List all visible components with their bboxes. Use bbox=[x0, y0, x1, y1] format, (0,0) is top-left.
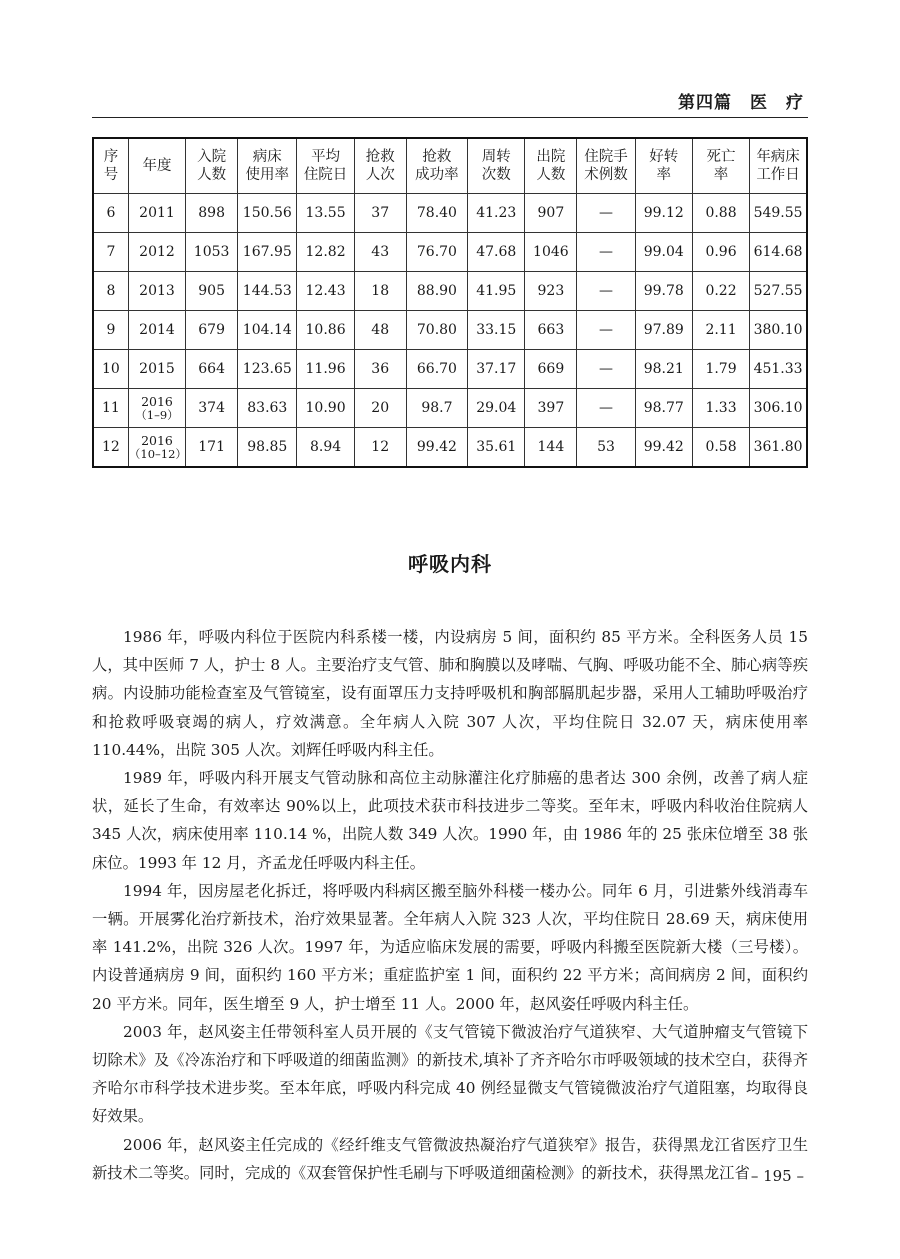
table-cell: 1046 bbox=[525, 233, 577, 272]
table-cell: 905 bbox=[186, 272, 238, 311]
table-cell: 88.90 bbox=[406, 272, 467, 311]
table-cell: 98.85 bbox=[238, 428, 297, 468]
table-cell: 898 bbox=[186, 194, 238, 233]
table-cell: 6 bbox=[93, 194, 128, 233]
table-cell: 167.95 bbox=[238, 233, 297, 272]
table-cell: 66.70 bbox=[406, 350, 467, 389]
table-cell: 907 bbox=[525, 194, 577, 233]
table-cell: 99.12 bbox=[635, 194, 692, 233]
table-cell: 2015 bbox=[128, 350, 185, 389]
running-head bbox=[678, 88, 804, 113]
col-header: 周转 次数 bbox=[468, 138, 525, 194]
table-row bbox=[93, 233, 807, 272]
col-header: 序 号 bbox=[93, 138, 128, 194]
table-cell: 36 bbox=[354, 350, 406, 389]
table-cell: — bbox=[577, 311, 635, 350]
col-header: 出院 人数 bbox=[525, 138, 577, 194]
table-cell: — bbox=[577, 350, 635, 389]
table-cell: 97.89 bbox=[635, 311, 692, 350]
table-cell: 35.61 bbox=[468, 428, 525, 468]
col-header: 年病床 工作日 bbox=[750, 138, 807, 194]
table-cell: 8.94 bbox=[297, 428, 354, 468]
table-cell: 12 bbox=[93, 428, 128, 468]
table-cell: 923 bbox=[525, 272, 577, 311]
col-header: 住院手 术例数 bbox=[577, 138, 635, 194]
table-cell: 20 bbox=[354, 389, 406, 428]
table-cell: 7 bbox=[93, 233, 128, 272]
table-cell: 12.82 bbox=[297, 233, 354, 272]
table-cell: 78.40 bbox=[406, 194, 467, 233]
col-header: 好转 率 bbox=[635, 138, 692, 194]
table-cell: 2014 bbox=[128, 311, 185, 350]
table-cell: 679 bbox=[186, 311, 238, 350]
table-cell: 10.90 bbox=[297, 389, 354, 428]
table-cell: 41.95 bbox=[468, 272, 525, 311]
paragraph: 1986 年，呼吸内科位于医院内科系楼一楼，内设病房 5 间，面积约 85 平方米。全科医务人员 15 人，其中医师 7 人，护士 8 人。主要治疗支气管、肺和胸膜以及哮喘、气胸、呼吸功能不全、肺心病等疾病。内设肺功能检查室及气管镜室，设有面罩压力支持呼吸机和胸部膈肌起步器，采用人工辅助呼吸治疗和抢救呼吸衰竭的病人，疗效满意。全年病人入院 307 人次，平均住院日 32.07 天，病床使用率 110.44%，出院 305 人次。刘辉任呼吸内科主任。 bbox=[92, 628, 808, 759]
table-cell: 37.17 bbox=[468, 350, 525, 389]
table-cell: 361.80 bbox=[750, 428, 807, 468]
table-row bbox=[93, 389, 807, 428]
table-cell: — bbox=[577, 233, 635, 272]
table-cell: 669 bbox=[525, 350, 577, 389]
table-cell: 614.68 bbox=[750, 233, 807, 272]
table-cell: 47.68 bbox=[468, 233, 525, 272]
col-header: 抢救 人次 bbox=[354, 138, 406, 194]
table-cell: 10 bbox=[93, 350, 128, 389]
table-cell: 0.88 bbox=[692, 194, 749, 233]
table-cell: 144.53 bbox=[238, 272, 297, 311]
table-cell: 171 bbox=[186, 428, 238, 468]
col-header: 死亡 率 bbox=[692, 138, 749, 194]
body-text bbox=[92, 623, 808, 1187]
table-cell: 0.58 bbox=[692, 428, 749, 468]
table-cell: 451.33 bbox=[750, 350, 807, 389]
table-cell: 150.56 bbox=[238, 194, 297, 233]
table-cell: 144 bbox=[525, 428, 577, 468]
running-head-part: 第四篇 bbox=[678, 93, 732, 113]
table-cell: 37 bbox=[354, 194, 406, 233]
table-cell: 2012 bbox=[128, 233, 185, 272]
table-cell: 41.23 bbox=[468, 194, 525, 233]
table-cell: 29.04 bbox=[468, 389, 525, 428]
table-cell: 0.96 bbox=[692, 233, 749, 272]
table-cell: 99.04 bbox=[635, 233, 692, 272]
table-cell: 99.42 bbox=[406, 428, 467, 468]
table-cell-year: 2016 （1–9） bbox=[128, 389, 185, 428]
table-cell: 9 bbox=[93, 311, 128, 350]
table-cell: 98.77 bbox=[635, 389, 692, 428]
table-row bbox=[93, 428, 807, 468]
table-cell: 12.43 bbox=[297, 272, 354, 311]
table-cell: 10.86 bbox=[297, 311, 354, 350]
table-cell: 53 bbox=[577, 428, 635, 468]
table-cell: 11 bbox=[93, 389, 128, 428]
table-cell: 1.33 bbox=[692, 389, 749, 428]
table-cell: 70.80 bbox=[406, 311, 467, 350]
table-cell: 2011 bbox=[128, 194, 185, 233]
table-cell: 397 bbox=[525, 389, 577, 428]
table-cell: 380.10 bbox=[750, 311, 807, 350]
table-cell: 123.65 bbox=[238, 350, 297, 389]
table-cell: 527.55 bbox=[750, 272, 807, 311]
statistics-table bbox=[92, 137, 808, 468]
table-cell: 0.22 bbox=[692, 272, 749, 311]
table-cell: 48 bbox=[354, 311, 406, 350]
table-cell: 98.7 bbox=[406, 389, 467, 428]
table-cell: 1.79 bbox=[692, 350, 749, 389]
table-cell: — bbox=[577, 389, 635, 428]
paragraph: 2006 年，赵风姿主任完成的《经纤维支气管微波热凝治疗气道狭窄》报告，获得黑龙江省医疗卫生新技术二等奖。同时，完成的《双套管保护性毛刷与下呼吸道细菌检测》的新技术，获得黑龙江省 bbox=[92, 1135, 808, 1182]
col-header: 平均 住院日 bbox=[297, 138, 354, 194]
table-cell: 549.55 bbox=[750, 194, 807, 233]
table-cell: 98.21 bbox=[635, 350, 692, 389]
table-cell: 13.55 bbox=[297, 194, 354, 233]
table-cell: 2.11 bbox=[692, 311, 749, 350]
table-cell: 12 bbox=[354, 428, 406, 468]
table-cell: 99.42 bbox=[635, 428, 692, 468]
paragraph: 1989 年，呼吸内科开展支气管动脉和高位主动脉灌注化疗肺癌的患者达 300 余例，改善了病人症状，延长了生命，有效率达 90%以上，此项技术获市科技进步二等奖。至年末，呼吸内科收治住院病人 345 人次，病床使用率 110.14 %，出院人数 349 人次。1990 年，由 1986 年的 25 张床位增至 38 张床位。1993 年 12 月，齐孟龙任呼吸内科主任。 bbox=[92, 769, 808, 872]
col-header: 病床 使用率 bbox=[238, 138, 297, 194]
table-cell: 18 bbox=[354, 272, 406, 311]
table-cell: 76.70 bbox=[406, 233, 467, 272]
paragraph: 1994 年，因房屋老化拆迁，将呼吸内科病区搬至脑外科楼一楼办公。同年 6 月，引进紫外线消毒车一辆。开展雾化治疗新技术，治疗效果显著。全年病人入院 323 人次，平均住院日 28.69 天，病床使用率 141.2%，出院 326 人次。1997 年，为适应临床发展的需要，呼吸内科搬至医院新大楼（三号楼）。内设普通病房 9 间，面积约 160 平方米；重症监护室 1 间，面积约 22 平方米；高间病房 2 间，面积约 20 平方米。同年，医生增至 9 人，护士增至 11 人。2000 年，赵风姿任呼吸内科主任。 bbox=[92, 881, 808, 1013]
table-cell: 2013 bbox=[128, 272, 185, 311]
running-head-chapter-2: 疗 bbox=[786, 93, 804, 113]
paragraph: 2003 年，赵风姿主任带领科室人员开展的《支气管镜下微波治疗气道狭窄、大气道肿瘤支气管镜下切除术》及《冷冻治疗和下呼吸道的细菌监测》的新技术,填补了齐齐哈尔市呼吸领域的技术空白，获得齐齐哈尔市科学技术进步奖。至本年底，呼吸内科完成 40 例经显微支气管镜微波治疗气道阻塞，均取得良好效果。 bbox=[92, 1022, 808, 1126]
table-cell-year: 2016 （10–12） bbox=[128, 428, 185, 468]
col-header: 入院 人数 bbox=[186, 138, 238, 194]
table-cell: 8 bbox=[93, 272, 128, 311]
page-number: – 195 – bbox=[750, 1167, 804, 1185]
table-header-row bbox=[93, 138, 807, 194]
table-cell: — bbox=[577, 272, 635, 311]
section-title: 呼吸内科 bbox=[408, 552, 492, 576]
table-row bbox=[93, 311, 807, 350]
table-cell: 43 bbox=[354, 233, 406, 272]
table-cell: 374 bbox=[186, 389, 238, 428]
table-cell: 99.78 bbox=[635, 272, 692, 311]
table-cell: 1053 bbox=[186, 233, 238, 272]
table-cell: 11.96 bbox=[297, 350, 354, 389]
table-cell: 664 bbox=[186, 350, 238, 389]
table-cell: 83.63 bbox=[238, 389, 297, 428]
running-head-chapter: 医 bbox=[750, 93, 768, 113]
col-header: 抢救 成功率 bbox=[406, 138, 467, 194]
table-row bbox=[93, 350, 807, 389]
table-cell: — bbox=[577, 194, 635, 233]
col-header: 年度 bbox=[128, 138, 185, 194]
table-row bbox=[93, 272, 807, 311]
table-cell: 306.10 bbox=[750, 389, 807, 428]
table-row bbox=[93, 194, 807, 233]
table-cell: 663 bbox=[525, 311, 577, 350]
table-cell: 33.15 bbox=[468, 311, 525, 350]
table-cell: 104.14 bbox=[238, 311, 297, 350]
header-rule bbox=[92, 117, 808, 118]
